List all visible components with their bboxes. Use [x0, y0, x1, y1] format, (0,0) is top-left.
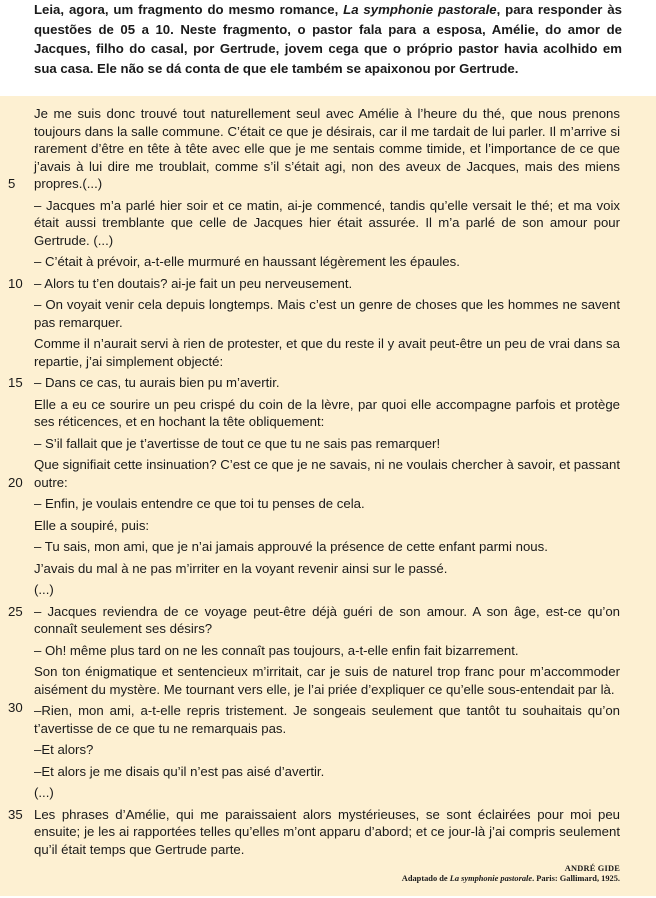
intro-book-title: La symphonie pastorale: [343, 2, 497, 17]
paragraph-text: – S’il fallait que je t’avertisse de tout ce que tu ne sais pas remarquer!: [34, 435, 441, 451]
passage-paragraph: [8, 374, 620, 392]
passage-paragraph: [34, 396, 620, 431]
credit: [402, 864, 620, 884]
passage-paragraph: [34, 642, 620, 660]
paragraph-text: – Jacques reviendra de ce voyage peut-être déjà guéri de son amour. A son âge, est-ce qu’on connaît seulement ses désirs?: [34, 603, 620, 636]
passage-text: [8, 105, 620, 862]
paragraph-text: –Et alors je me disais qu’il n’est pas aisé d’avertir.: [34, 763, 325, 779]
paragraph-text: Son ton énigmatique et sentencieux m’irritait, car je suis de naturel trop franc pour m’accommoder aisément du mystère. Me tournant vers elle, je l’ai priée d’expliquer ce qu’elle sous-entendait par là.: [34, 664, 620, 697]
intro-post: , para responder às questões de 05 a 10. Neste fragmento, o pastor fala para a esposa, Amélie, do amor de Jacques, filho do casal, por Gertrude, jovem cega que o próprio pastor havia acolhido em sua casa. Ele não se dá conta de que ele também se apaixonou por Gertrude.: [34, 2, 622, 76]
passage-paragraph: [34, 763, 620, 781]
line-number: 30: [8, 700, 23, 715]
line-number: 25: [8, 603, 23, 619]
paragraph-text: –Et alors?: [34, 742, 94, 757]
credit-source-post: . Paris: Gallimard, 1925.: [532, 874, 620, 883]
line-number: 35: [8, 806, 23, 822]
paragraph-text: Comme il n’aurait servi à rien de protester, et que du reste il y avait peut-être un peu de vrai dans sa repartie, j’ai simplement objecté:: [34, 336, 620, 369]
paragraph-text: – Alors tu t’en doutais? ai-je fait un peu nerveusement.: [34, 275, 353, 291]
line-number: 15: [8, 375, 23, 390]
paragraph-text: Elle a soupiré, puis:: [34, 517, 150, 533]
passage-paragraph: [34, 197, 620, 250]
passage-paragraph: [34, 560, 620, 578]
paragraph-text: – Oh! même plus tard on ne les connaît pas toujours, a-t-elle enfin fait bizarrement.: [34, 642, 519, 658]
line-number: 20: [8, 475, 23, 490]
passage-paragraph: [8, 456, 620, 491]
paragraph-text: Elle a eu ce sourire un peu crispé du coin de la lèvre, par quoi elle accompagne parfois et protège ses réticences, et en hochant la tête obliquement:: [34, 396, 620, 429]
credit-source: [402, 874, 620, 884]
passage-paragraph: [34, 581, 620, 599]
passage-paragraph: [8, 663, 620, 715]
passage-paragraph: [8, 806, 620, 859]
credit-source-title: La symphonie pastorale: [449, 874, 533, 883]
passage-paragraph: [34, 495, 620, 513]
passage-paragraph: [34, 538, 620, 556]
passage-paragraph: [8, 275, 620, 293]
passage-paragraph: [34, 784, 620, 802]
paragraph-text: – Jacques m’a parlé hier soir et ce matin, ai-je commencé, tandis qu’elle versait le thé; et ma voix était aussi tremblante que celle de Jacques hier était assurée. Il m’a parlé de son amour pour Gertrude. (...): [34, 197, 620, 248]
passage-paragraph: [34, 741, 620, 759]
paragraph-text: (...): [34, 785, 54, 800]
passage-paragraph: [34, 517, 620, 535]
paragraph-text: J’avais du mal à ne pas m’irriter en la voyant revenir ainsi sur le passé.: [34, 560, 448, 576]
credit-author: ANDRÉ GIDE: [564, 864, 620, 873]
paragraph-text: Les phrases d’Amélie, qui me paraissaient alors mystérieuses, se sont éclairées pour moi peu ensuite; je les ai rapportées telles qu’elles m’ont apparu d’abord; et ce jour-là j’ai compris seulement qu’il était temps que Gertrude parte.: [34, 806, 620, 857]
paragraph-text: – Enfin, je voulais entendre ce que toi tu penses de cela.: [34, 496, 365, 511]
credit-source-pre: Adaptado de: [401, 874, 450, 883]
passage-paragraph: [34, 702, 620, 737]
paragraph-text: – On voyait venir cela depuis longtemps. Mais c’est un genre de choses que les hommes ne savent pas remarquer.: [34, 297, 620, 330]
passage-paragraph: [34, 435, 620, 453]
paragraph-text: Je me suis donc trouvé tout naturellement seul avec Amélie à l’heure du thé, que nous prenons toujours dans la salle commune. C’était ce que je désirais, car il me tardait de lui parler. Il m’arrive si rarement d’être en tête à tête avec elle que je me sentais comme timide, et l’importance de ce que j’avais à lui dire me troublait, comme s’il s’était agi, non des aveux de Jacques, mais des miens propres.(...): [34, 106, 620, 191]
passage-paragraph: [34, 253, 620, 271]
intro-pre: Leia, agora, um fragmento do mesmo romance,: [34, 2, 344, 17]
passage-paragraph: [8, 603, 620, 638]
paragraph-text: –Rien, mon ami, a-t-elle repris tristement. Je songeais seulement que tantôt tu souhaitais qu’on t’avertisse de ce que tu ne remarquais pas.: [34, 703, 620, 736]
passage-paragraph: [34, 335, 620, 370]
intro-text: [34, 0, 622, 78]
paragraph-text: Que signifiait cette insinuation? C’est ce que je ne savais, ni ne voulais chercher à savoir, et passant outre:: [34, 457, 620, 490]
passage-box: [0, 96, 656, 896]
paragraph-text: – C’était à prévoir, a-t-elle murmuré en haussant légèrement les épaules.: [34, 254, 460, 269]
passage-paragraph: [8, 105, 620, 193]
line-number: 10: [8, 275, 23, 291]
paragraph-text: – Dans ce cas, tu aurais bien pu m’avertir.: [34, 375, 280, 390]
line-number: 5: [8, 176, 16, 191]
passage-paragraph: [34, 296, 620, 331]
paragraph-text: (...): [34, 582, 54, 597]
paragraph-text: – Tu sais, mon ami, que je n’ai jamais approuvé la présence de cette enfant parmi nous.: [34, 539, 548, 554]
